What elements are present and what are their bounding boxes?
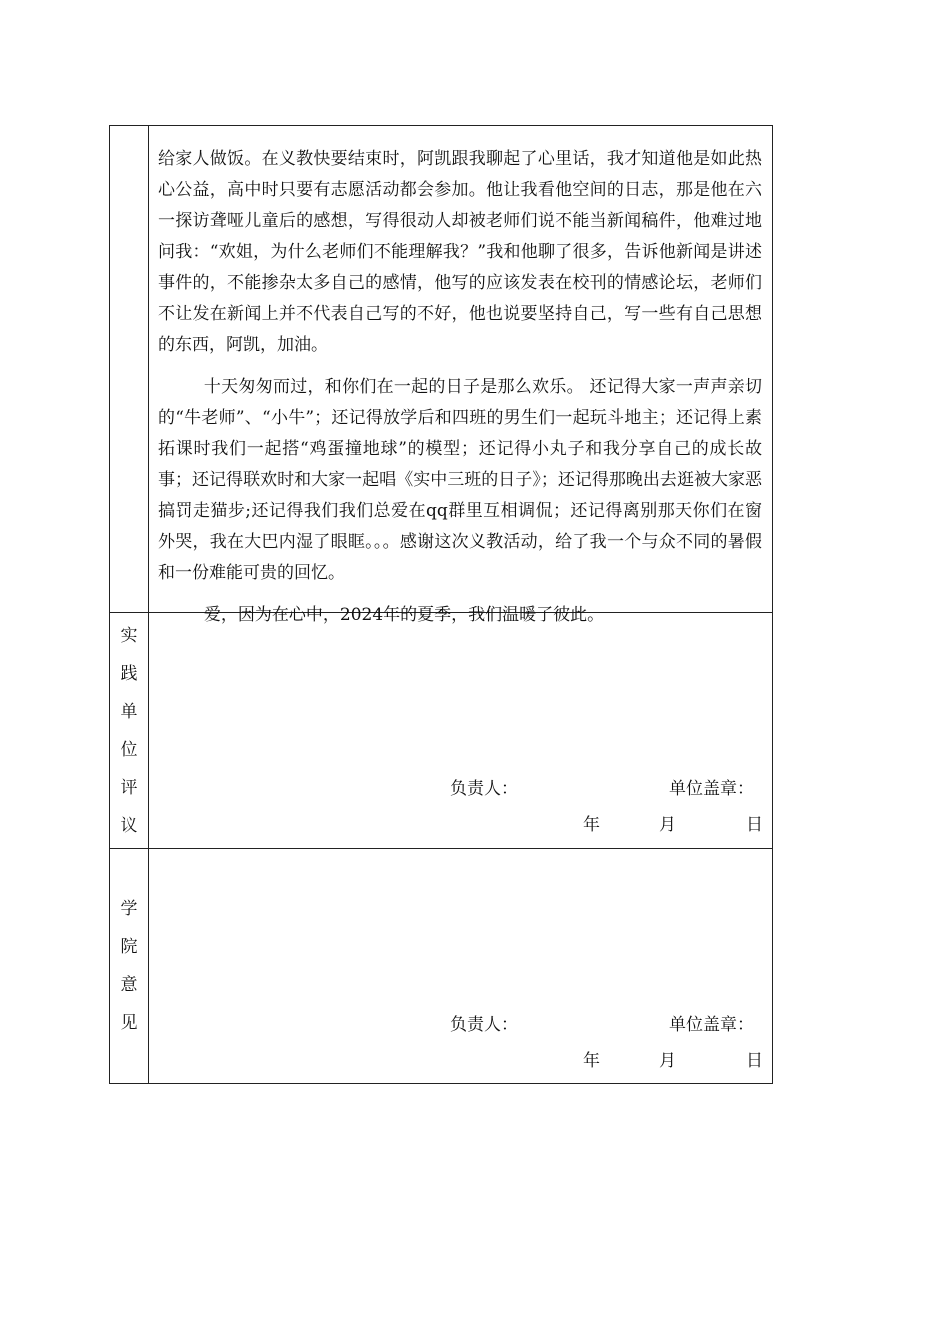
practice-date-year: 年 [583, 815, 600, 835]
practice-unit-evaluation-label [110, 617, 148, 845]
essay-paragraph-2: 十天匆匆而过，和你们在一起的日子是那么欢乐。 还记得大家一声声亲切的“牛老师”、“小牛”；还记得放学后和四班的男生们一起玩斗地主；还记得上素拓课时我们一起搭“鸡蛋撞地球”的模型；还记得小丸子和我分享自己的成长故事；还记得联欢时和大家一起唱《实中三班的日子》；还记得那晚出去逛被大家恶搞罚走猫步;还记得我们我们总爱在qq群里互相调侃；还记得离别那天你们在窗外哭，我在大巴内湿了眼眶。。。感谢这次义教活动，给了我一个与众不同的暑假和一份难能可贵的回忆。 [158, 377, 762, 583]
label-char: 见 [120, 1013, 138, 1033]
essay-paragraph-3: 爱，因为在心中，2024年的夏季，我们温暖了彼此。 [203, 605, 605, 625]
label-char: 践 [120, 664, 138, 684]
label-char: 院 [120, 937, 138, 957]
row-divider-practice [110, 848, 772, 849]
report-form-table [109, 125, 773, 1084]
label-char: 单 [120, 702, 138, 722]
practice-seal-label: 单位盖章： [669, 779, 754, 799]
college-date-day: 日 [746, 1051, 763, 1071]
college-opinion-label [110, 890, 148, 1042]
label-column-divider [148, 126, 149, 1083]
practice-responsible-label: 负责人： [450, 779, 518, 799]
label-char: 意 [120, 975, 138, 995]
practice-date-day: 日 [746, 815, 763, 835]
label-char: 评 [120, 778, 138, 798]
essay-paragraph-1: 给家人做饭。在义教快要结束时，阿凯跟我聊起了心里话，我才知道他是如此热心公益，高中时只要有志愿活动都会参加。他让我看他空间的日志，那是他在六一探访聋哑儿童后的感想，写得很动人却被老师们说不能当新闻稿件，他难过地问我：“欢姐，为什么老师们不能理解我？”我和他聊了很多，告诉他新闻是讲述事件的，不能掺杂太多自己的感情，他写的应该发表在校刊的情感论坛，老师们不让发在新闻上并不代表自己写的不好，他也说要坚持自己，写一些有自己思想的东西，阿凯，加油。 [158, 149, 762, 355]
essay-text [158, 144, 762, 631]
college-responsible-label: 负责人： [450, 1015, 518, 1035]
label-char: 学 [120, 899, 138, 919]
practice-date-month: 月 [659, 815, 676, 835]
college-date-month: 月 [659, 1051, 676, 1071]
label-char: 实 [120, 626, 138, 646]
label-char: 议 [120, 816, 138, 836]
label-char: 位 [120, 740, 138, 760]
college-date-year: 年 [583, 1051, 600, 1071]
college-seal-label: 单位盖章： [669, 1015, 754, 1035]
